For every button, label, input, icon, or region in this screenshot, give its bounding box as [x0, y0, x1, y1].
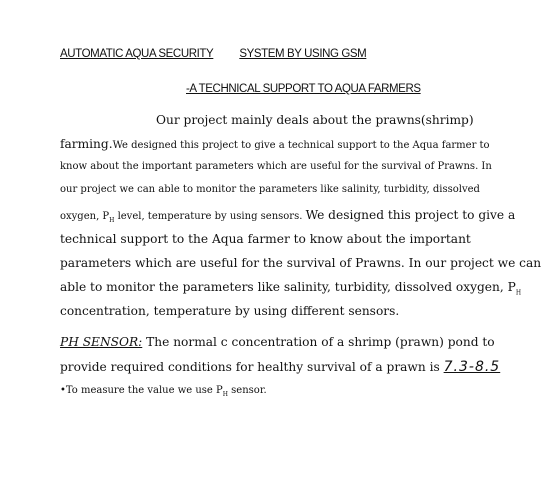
body-line-8	[60, 280, 522, 297]
document-title	[60, 48, 366, 60]
body-line-8-subscript: H	[515, 289, 522, 297]
body-line-3: know about the important parameters which are useful for the survival of Prawns. In	[60, 161, 492, 172]
body-line-7: parameters which are useful for the survival of Prawns. In our project we can	[60, 256, 541, 270]
ph-section-line-2	[60, 359, 501, 375]
body-line-6: technical support to the Aqua farmer to know about the important	[60, 232, 471, 246]
body-line-4: our project we can able to monitor the parameters like salinity, turbidity, dissolved	[60, 184, 480, 195]
ph-section-line-2-text: provide required conditions for healthy survival of a prawn is	[60, 360, 444, 374]
ph-section-line-3	[60, 385, 438, 398]
ph-range-value: 7.3-8.5	[443, 359, 501, 375]
body-line-5-end: We designed this project to give a	[305, 208, 516, 222]
ph-sensor-heading: PH SENSOR:	[60, 335, 143, 349]
body-line-5-subscript: H	[109, 217, 115, 224]
body-line-5	[60, 208, 516, 224]
ph-section-line-3-subscript: H	[222, 391, 228, 398]
body-line-2-start: farming.	[60, 137, 113, 151]
document-subtitle: -A TECHNICAL SUPPORT TO AQUA FARMERS	[186, 83, 421, 95]
body-line-2-rest: We designed this project to give a technical support to the Aqua farmer to	[112, 140, 490, 151]
ph-section-line-3-end: sensor.	[228, 385, 267, 396]
title-part-2: SYSTEM BY USING GSM	[239, 48, 367, 60]
title-part-1: AUTOMATIC AQUA SECURITY	[60, 48, 214, 60]
body-line-1: Our project mainly deals about the prawns(shrimp)	[156, 113, 474, 127]
body-line-5-oxygen: oxygen, P	[60, 211, 110, 222]
ph-section-line-3-text: •To measure the value we use P	[60, 385, 223, 396]
ph-section-line-1-rest: The normal c concentration of a shrimp (prawn) pond to	[142, 335, 495, 349]
body-line-9: concentration, temperature by using different sensors.	[60, 304, 400, 318]
body-line-2	[60, 137, 490, 151]
body-line-5-level: level, temperature by using sensors.	[114, 211, 306, 222]
body-line-8-text: able to monitor the parameters like salinity, turbidity, dissolved oxygen, P	[60, 280, 516, 294]
body-line-5-start	[60, 211, 306, 222]
ph-section-line-1	[60, 335, 495, 349]
